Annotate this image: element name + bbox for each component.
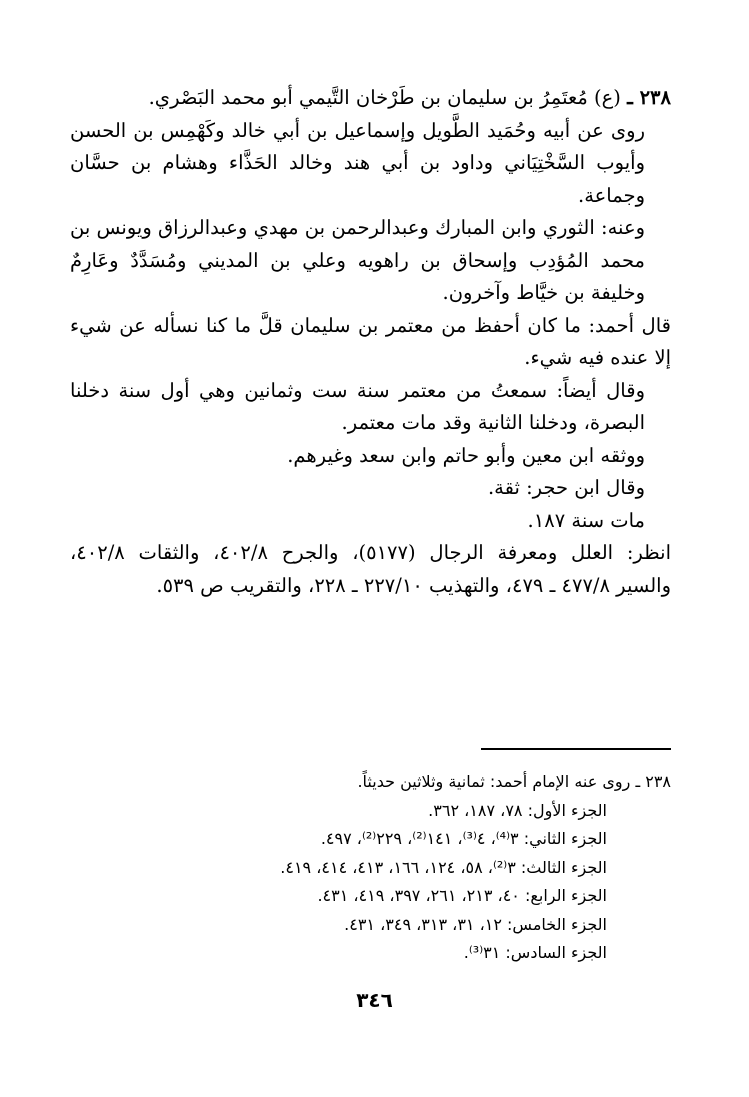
footnote-volume-6: الجزء السادس: ٣١⁽³⁾. [463, 943, 607, 962]
ibn-hajar-line: وقال ابن حجر: ثقة. [487, 476, 645, 499]
ahmad-quote-2: وقال أيضاً: سمعتُ من معتمر سنة ست وثمانين وهي أول سنة دخلنا البصرة، ودخلنا الثانية وقد مات معتمر. [70, 378, 645, 434]
footnote-intro: ٢٣٨ ـ روى عنه الإمام أحمد: ثمانية وثلاثين حديثاً. [357, 772, 671, 791]
teachers-paragraph: روى عن أبيه وحُمَيد الطَّويل وإسماعيل بن أبي خالد وكَهْمِس بن الحسن وأيوب السَّخْتِيَاني وداود بن أبي هند وخالد الحَذَّاء وهشام بن حسَّان وجماعة. [70, 118, 645, 207]
footnotes [70, 768, 671, 968]
tawthiq-line: ووثقه ابن معين وأبو حاتم وابن سعد وغيرهم. [287, 443, 645, 467]
footnote-volume-4: الجزء الرابع: ٤٠، ٢١٣، ٢٦١، ٣٩٧، ٤١٩، ٤٣١. [317, 886, 607, 905]
entry-title: (ع) مُعتَمِرُ بن سليمان بن طَرْخان التَّيمي أبو محمد البَصْري. [148, 86, 621, 109]
footnote-volume-1: الجزء الأول: ٧٨، ١٨٧، ٣٦٢. [428, 800, 607, 820]
entry-header [70, 82, 671, 115]
footnote-separator [481, 748, 671, 750]
ahmad-quote: قال أحمد: ما كان أحفظ من معتمر بن سليمان قلَّ ما كنا نسأله عن شيء إلا عنده فيه شيء. [70, 313, 671, 369]
biography-entry [70, 82, 671, 602]
death-line: مات سنة ١٨٧. [527, 508, 645, 532]
page-number: ٣٤٦ [356, 988, 393, 1012]
students-paragraph: وعنه: الثوري وابن المبارك وعبدالرحمن بن مهدي وعبدالرزاق ويونس بن محمد المُؤدِب وإسحاق بن راهويه وعلي بن المديني ومُسَدَّدٌ وعَارِمٌ وخليفة بن خيَّاط وآخرون. [70, 216, 645, 304]
footnote-volume-3: الجزء الثالث: ٣⁽²⁾، ٥٨، ١٢٤، ١٦٦، ٤١٣، ٤١٤، ٤١٩. [280, 857, 607, 877]
entry-number: ٢٣٨ ـ [627, 86, 671, 109]
footnote-volume-2: الجزء الثاني: ٣⁽⁴⁾، ٤⁽³⁾، ١٤١⁽²⁾، ٢٢٩⁽²⁾، ٤٩٧. [320, 829, 607, 848]
footnote-volume-5: الجزء الخامس: ١٢، ٣١، ٣١٣، ٣٤٩، ٤٣١. [344, 914, 607, 934]
sources-paragraph: انظر: العلل ومعرفة الرجال (٥١٧٧)، والجرح ٤٠٢/٨، والثقات ٤٠٢/٨، والسير ٤٧٧/٨ ـ ٤٧٩، والتهذيب ٢٢٧/١٠ ـ ٢٢٨، والتقريب ص ٥٣٩. [70, 541, 671, 597]
